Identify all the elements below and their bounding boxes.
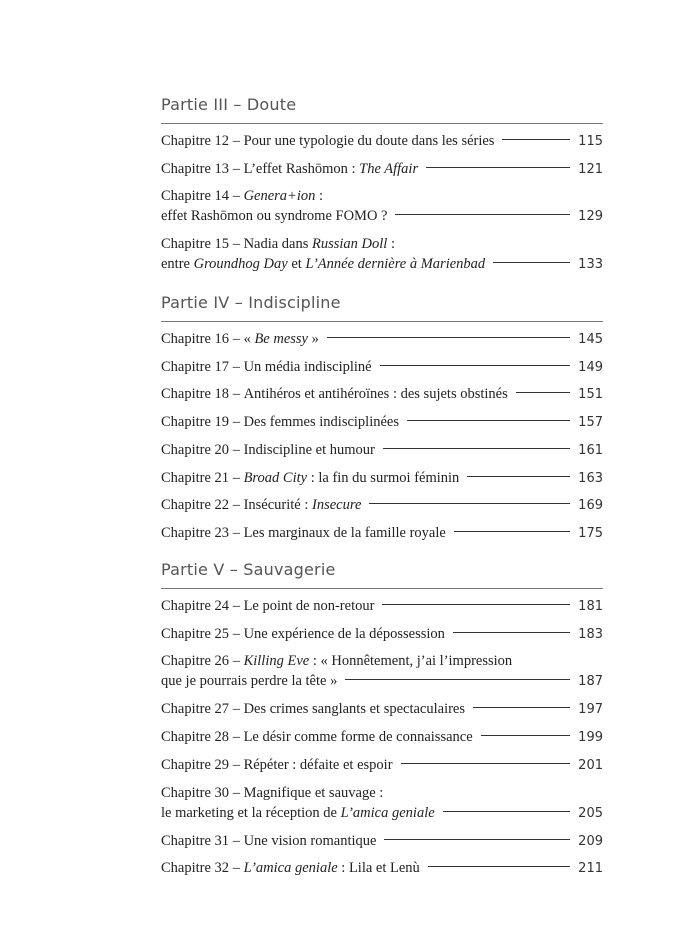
- chapter-separator: –: [229, 441, 244, 458]
- chapter-separator: –: [229, 701, 244, 718]
- toc-entry[interactable]: [161, 412, 603, 432]
- toc-entry-line: [161, 254, 603, 274]
- dot-leader: [473, 707, 570, 708]
- chapter-separator: –: [229, 358, 244, 375]
- chapter-label: Chapitre 21: [161, 469, 230, 486]
- dot-leader: [428, 866, 570, 867]
- chapter-separator: –: [229, 860, 244, 877]
- chapter-title-italic: The Affair: [359, 160, 419, 177]
- chapter-label: Chapitre 17: [161, 358, 230, 375]
- toc-entry-line: [161, 727, 603, 747]
- chapter-title-text: Les marginaux de la famille royale: [243, 524, 446, 541]
- chapter-separator: –: [229, 524, 244, 541]
- toc-entry[interactable]: [161, 651, 603, 691]
- toc-entry[interactable]: [161, 159, 603, 179]
- toc-entry[interactable]: [161, 624, 603, 644]
- chapter-title-italic: Be messy: [254, 331, 308, 347]
- chapter-title-italic: L’amica geniale: [243, 860, 338, 877]
- part-divider: [161, 588, 603, 589]
- chapter-title-text: «: [243, 331, 255, 347]
- chapter-title-text: : Lila et Lenù: [337, 860, 420, 877]
- toc-entry[interactable]: [161, 783, 603, 823]
- toc-entry-line: [161, 357, 603, 377]
- dot-leader: [516, 392, 570, 393]
- chapter-title-italic: Killing Eve: [243, 653, 310, 670]
- page-number: 201: [578, 757, 603, 773]
- dot-leader: [395, 214, 570, 215]
- chapter-title-text: : « Honnêtement, j’ai l’impression: [309, 653, 513, 670]
- chapter-label: Chapitre 29: [161, 756, 230, 773]
- toc-entry-line: [161, 699, 603, 719]
- toc-entry-line: [161, 329, 603, 349]
- page-number: 163: [578, 470, 603, 486]
- page-number: 175: [578, 525, 603, 541]
- toc-entry-line: [161, 651, 603, 671]
- toc-entry-line: [161, 783, 603, 803]
- toc-entry[interactable]: [161, 468, 603, 488]
- page-number: 197: [578, 702, 603, 718]
- chapter-separator: –: [229, 133, 244, 149]
- part-divider: [161, 123, 603, 124]
- toc-entry-line: [161, 624, 603, 644]
- chapter-title-text: Nadia dans: [243, 236, 313, 253]
- toc-entry-line: [161, 412, 603, 432]
- chapter-separator: –: [229, 331, 244, 347]
- toc-entry[interactable]: [161, 727, 603, 747]
- toc-entry-line: [161, 131, 603, 151]
- dot-leader: [383, 448, 570, 449]
- dot-leader: [481, 735, 571, 736]
- chapter-title-text: Antihéros et antihéroïnes : des sujets obstinés: [243, 386, 508, 403]
- chapter-label: Chapitre 30: [161, 784, 230, 801]
- chapter-title-italic: Insecure: [312, 497, 362, 514]
- chapter-title-text: le marketing et la réception de: [161, 804, 341, 821]
- chapter-title-text: effet Rashōmon ou syndrome FOMO ?: [161, 208, 388, 225]
- toc-entry-line: [161, 495, 603, 515]
- part-title: Partie IV – Indiscipline: [161, 293, 341, 312]
- chapter-separator: –: [229, 160, 244, 177]
- chapter-title-text: Le désir comme forme de connaissance: [243, 729, 473, 746]
- chapter-title-text: Indiscipline et humour: [243, 441, 375, 458]
- chapter-separator: –: [229, 784, 244, 801]
- toc-entry-line: [161, 755, 603, 775]
- page-number: 161: [578, 442, 603, 458]
- chapter-title-text: L’effet Rashōmon :: [243, 160, 360, 177]
- chapter-label: Chapitre 22: [161, 497, 230, 514]
- toc-entry[interactable]: [161, 755, 603, 775]
- toc-entry-line: [161, 440, 603, 460]
- chapter-separator: –: [229, 756, 244, 773]
- toc-entry[interactable]: [161, 831, 603, 851]
- chapter-label: Chapitre 24: [161, 598, 230, 614]
- dot-leader: [384, 839, 570, 840]
- chapter-title-text: Le point de non-retour: [243, 598, 375, 614]
- chapter-separator: –: [229, 236, 244, 253]
- toc-entry-line: [161, 858, 603, 878]
- toc-entry[interactable]: [161, 596, 603, 616]
- part-divider: [161, 321, 603, 322]
- chapter-title-text: Répéter : défaite et espoir: [243, 756, 393, 773]
- toc-entry-line: [161, 186, 603, 206]
- chapter-title-text: que je pourrais perdre la tête »: [161, 673, 338, 690]
- chapter-title-text: et: [287, 256, 306, 273]
- chapter-title-italic: L’Année dernière à Marienbad: [305, 256, 486, 273]
- chapter-title-italic: Broad City: [243, 469, 308, 486]
- chapter-separator: –: [229, 653, 244, 670]
- chapter-label: Chapitre 23: [161, 524, 230, 541]
- chapter-title-text: Un média indiscipliné: [243, 358, 372, 375]
- part-title: Partie III – Doute: [161, 95, 297, 114]
- page-number: 205: [578, 805, 603, 821]
- dot-leader: [467, 476, 570, 477]
- page-number: 121: [578, 161, 603, 177]
- chapter-title-text: »: [307, 331, 319, 347]
- dot-leader: [407, 420, 570, 421]
- page-number: 187: [578, 674, 603, 690]
- chapter-separator: –: [229, 414, 244, 431]
- toc-entry[interactable]: [161, 234, 603, 274]
- toc-entry-line: [161, 803, 603, 823]
- page-number: 211: [578, 861, 603, 877]
- toc-entry-line: [161, 831, 603, 851]
- toc-entry[interactable]: [161, 858, 603, 878]
- chapter-separator: –: [229, 625, 244, 642]
- dot-leader: [345, 679, 570, 680]
- dot-leader: [493, 262, 570, 263]
- page-number: 169: [578, 498, 603, 514]
- toc-entry[interactable]: [161, 131, 603, 151]
- chapter-title-text: Insécurité :: [243, 497, 313, 514]
- chapter-title-text: Une vision romantique: [243, 832, 377, 849]
- page-number: 199: [578, 730, 603, 746]
- page-number: 145: [578, 332, 603, 347]
- page-number: 157: [578, 415, 603, 431]
- toc-entry[interactable]: [161, 329, 603, 349]
- page-number: 133: [578, 257, 603, 273]
- toc-entry[interactable]: [161, 384, 603, 404]
- dot-leader: [382, 604, 570, 605]
- chapter-title-text: :: [315, 188, 324, 205]
- chapter-separator: –: [229, 386, 244, 403]
- chapter-label: Chapitre 16: [161, 331, 230, 347]
- chapter-label: Chapitre 20: [161, 441, 230, 458]
- chapter-title-italic: Genera+ion: [243, 188, 316, 205]
- toc-entry-line: [161, 234, 603, 254]
- toc-entry[interactable]: [161, 357, 603, 377]
- toc-entry-line: [161, 384, 603, 404]
- chapter-label: Chapitre 28: [161, 729, 230, 746]
- chapter-label: Chapitre 13: [161, 160, 230, 177]
- chapter-title-italic: Groundhog Day: [193, 256, 288, 273]
- dot-leader: [327, 337, 570, 338]
- page-number: 209: [578, 833, 603, 849]
- dot-leader: [401, 763, 571, 764]
- dot-leader: [454, 531, 570, 532]
- chapter-title-text: Une expérience de la dépossession: [243, 625, 445, 642]
- chapter-label: Chapitre 19: [161, 414, 230, 431]
- chapter-separator: –: [229, 469, 244, 486]
- dot-leader: [369, 503, 570, 504]
- page-number: 115: [578, 134, 603, 149]
- dot-leader: [502, 139, 570, 140]
- chapter-title-italic: Russian Doll: [312, 236, 388, 253]
- dot-leader: [426, 167, 570, 168]
- chapter-separator: –: [229, 598, 244, 614]
- chapter-label: Chapitre 25: [161, 625, 230, 642]
- page-number: 183: [578, 626, 603, 642]
- toc-entry-line: [161, 159, 603, 179]
- toc-entry-line: [161, 671, 603, 691]
- toc-entry[interactable]: [161, 699, 603, 719]
- chapter-label: Chapitre 14: [161, 188, 230, 205]
- toc-entry-line: [161, 523, 603, 543]
- page-number: 181: [578, 599, 603, 614]
- chapter-label: Chapitre 32: [161, 860, 230, 877]
- chapter-separator: –: [229, 188, 244, 205]
- toc-entry-line: [161, 596, 603, 616]
- toc-entry[interactable]: [161, 186, 603, 226]
- chapter-label: Chapitre 18: [161, 386, 230, 403]
- chapter-label: Chapitre 31: [161, 832, 230, 849]
- chapter-separator: –: [229, 729, 244, 746]
- chapter-title-text: :: [387, 236, 395, 253]
- chapter-title-text: : la fin du surmoi féminin: [307, 469, 460, 486]
- page-number: 149: [578, 359, 603, 375]
- part-title: Partie V – Sauvagerie: [161, 560, 336, 579]
- chapter-title-italic: L’amica geniale: [340, 804, 435, 821]
- chapter-label: Chapitre 26: [161, 653, 230, 670]
- toc-entry[interactable]: [161, 523, 603, 543]
- toc-entry-line: [161, 468, 603, 488]
- toc-entry-line: [161, 206, 603, 226]
- toc-entry[interactable]: [161, 495, 603, 515]
- chapter-title-text: entre: [161, 256, 194, 273]
- page-number: 151: [578, 387, 603, 403]
- dot-leader: [453, 632, 570, 633]
- page-number: 129: [578, 209, 603, 225]
- chapter-label: Chapitre 12: [161, 133, 230, 149]
- chapter-title-text: Des femmes indisciplinées: [243, 414, 399, 431]
- chapter-title-text: Des crimes sanglants et spectaculaires: [243, 701, 466, 718]
- chapter-label: Chapitre 27: [161, 701, 230, 718]
- toc-entry[interactable]: [161, 440, 603, 460]
- dot-leader: [443, 811, 571, 812]
- dot-leader: [380, 365, 571, 366]
- chapter-separator: –: [229, 497, 244, 514]
- chapter-title-text: Magnifique et sauvage :: [243, 784, 384, 801]
- chapter-separator: –: [229, 832, 244, 849]
- chapter-label: Chapitre 15: [161, 236, 230, 253]
- chapter-title-text: Pour une typologie du doute dans les séries: [243, 133, 495, 149]
